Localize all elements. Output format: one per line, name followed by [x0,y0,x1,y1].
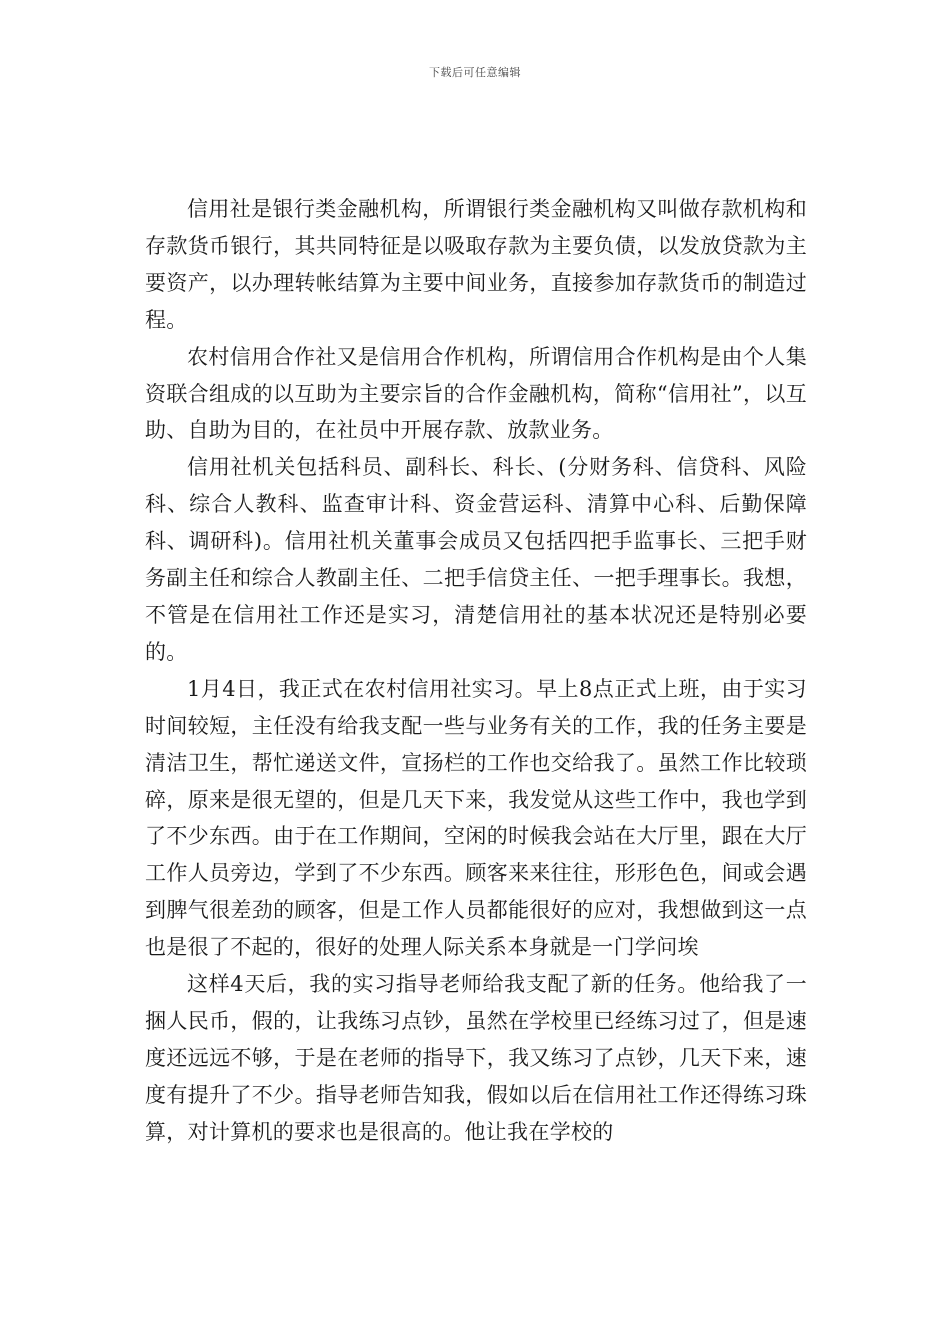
paragraph-5: 这样4天后，我的实习指导老师给我支配了新的任务。他给我了一捆人民币，假的，让我练习点钞，虽然在学校里已经练习过了，但是速度还远远不够，于是在老师的指导下，我又练习了点钞，几天下来，速度有提升了不少。指导老师告知我，假如以后在信用社工作还得练习珠算，对计算机的要求也是很高的。他让我在学校的 [145,972,807,1144]
paragraph-3: 信用社机关包括科员、副科长、科长、(分财务科、信贷科、风险科、综合人教科、监查审计科、资金营运科、清算中心科、后勤保障科、调研科)。信用社机关董事会成员又包括四把手监事长、三把手财务副主任和综合人教副主任、二把手信贷主任、一把手理事长。我想，不管是在信用社工作还是实习，清楚信用社的基本状况还是特别必要的。 [145,455,807,664]
paragraph-4: 1月4日，我正式在农村信用社实习。早上8点正式上班，由于实习时间较短，主任没有给我支配一些与业务有关的工作，我的任务主要是清洁卫生，帮忙递送文件，宣扬栏的工作也交给我了。虽然工作比较琐碎，原来是很无望的，但是几天下来，我发觉从这些工作中，我也学到了不少东西。由于在工作期间，空闲的时候我会站在大厅里，跟在大厅工作人员旁边，学到了不少东西。顾客来来往往，形形色色，间或会遇到脾气很差劲的顾客，但是工作人员都能很好的应对，我想做到这一点也是很了不起的，很好的处理人际关系本身就是一门学问埃 [145,676,807,960]
paragraph-2: 农村信用合作社又是信用合作机构，所谓信用合作机构是由个人集资联合组成的以互助为主要宗旨的合作金融机构，简称“信用社”，以互助、自助为目的，在社员中开展存款、放款业务。 [145,344,807,443]
document-body [145,191,807,1151]
page-header: 下载后可任意编辑 [429,66,521,79]
paragraph-1: 信用社是银行类金融机构，所谓银行类金融机构又叫做存款机构和存款货币银行，其共同特征是以吸取存款为主要负债，以发放贷款为主要资产，以办理转帐结算为主要中间业务，直接参加存款货币的制造过程。 [145,197,807,332]
